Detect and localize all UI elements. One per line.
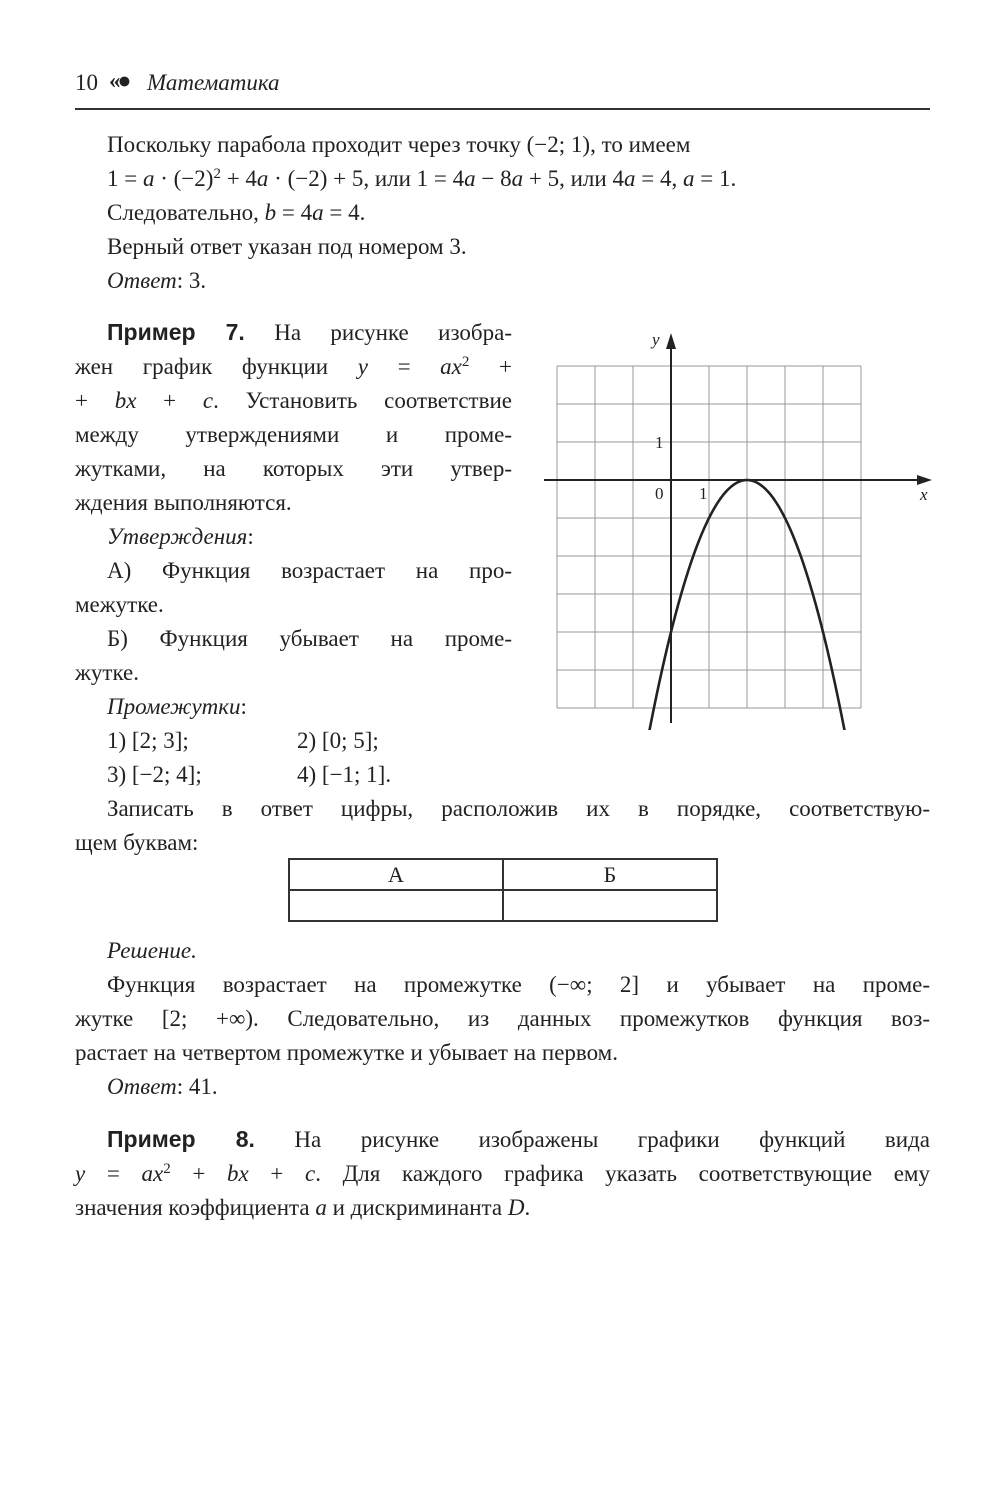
intro-line-3: Следовательно, b = 4a = 4. <box>107 200 366 225</box>
ex7-solution-3: растает на четвертом промежутке и убывает на первом. <box>75 1040 618 1065</box>
ex7-line-4: между утверждениями и проме- <box>75 422 512 447</box>
ex7-interval-4: 4) [−1; 1]. <box>297 762 392 787</box>
ex7-line-6: ждения выполняются. <box>75 490 292 515</box>
ex8-line-3: значения коэффициента a и дискриминанта D. <box>75 1195 531 1220</box>
ex7-title: Пример 7. <box>107 319 245 345</box>
ex7-statement-a-2: межутке. <box>75 592 164 617</box>
header-mark: «● <box>109 68 129 93</box>
answer-table-cell-b <box>503 890 717 921</box>
intro-line-4: Верный ответ указан под номером 3. <box>107 234 467 259</box>
x-unit-label: 1 <box>699 484 708 503</box>
x-axis-label: x <box>920 485 928 504</box>
ex7-statement-a-1: А) Функция возрастает на про- <box>107 558 512 583</box>
ex7-statements-label: Утверждения: <box>107 524 254 549</box>
ex7-line-3: + bx + c. Установить соответствие <box>75 388 512 413</box>
y-unit-label: 1 <box>655 433 664 452</box>
answer-table <box>288 858 718 922</box>
ex7-instruction-1: Записать в ответ цифры, расположив их в порядке, соответствую- <box>107 796 930 821</box>
page-number: 10 <box>75 70 98 95</box>
ex7-intervals-label: Промежутки: <box>107 694 247 719</box>
x-axis-arrow-icon <box>917 475 932 485</box>
ex7-solution-1: Функция возрастает на промежутке (−∞; 2] и убывает на проме- <box>107 972 930 997</box>
ex7-statement-b-2: жутке. <box>75 660 140 685</box>
ex7-line-5: жутками, на которых эти утвер- <box>75 456 512 481</box>
ex8-line-1: Пример 8. На рисунке изображены графики функций вида <box>107 1126 930 1152</box>
parabola-graph <box>540 325 940 730</box>
ex7-answer: Ответ: 41. <box>107 1074 218 1099</box>
ex7-interval-2: 2) [0; 5]; <box>297 728 379 753</box>
answer-table-header-b: Б <box>503 859 717 890</box>
answer-table-header-a: А <box>289 859 503 890</box>
y-axis-arrow-icon <box>666 333 676 349</box>
origin-label: 0 <box>655 484 664 503</box>
answer-table-cell-a <box>289 890 503 921</box>
ex8-title: Пример 8. <box>107 1126 255 1152</box>
ex7-solution-2: жутке [2; +∞). Следовательно, из данных промежутков функция воз- <box>75 1006 930 1031</box>
ex7-statement-b-1: Б) Функция убывает на проме- <box>107 626 512 651</box>
running-title: Математика <box>147 70 280 95</box>
grid-lines <box>557 366 861 708</box>
ex8-line-2: $y = ax^2$ + bx + c. Для каждого графика указать соответствующие ему <box>75 1161 930 1186</box>
ex7-instruction-2: щем буквам: <box>75 830 199 855</box>
ex7-line-2: жен график функции $y = ax^2$ + <box>75 354 512 379</box>
intro-answer: Ответ: 3. <box>107 268 207 293</box>
intro-line-1: Поскольку парабола проходит через точку (−2; 1), то имеем <box>107 132 691 157</box>
ex7-interval-1: 1) [2; 3]; <box>107 728 189 753</box>
ex7-solution-label: Решение. <box>107 938 197 963</box>
running-header <box>75 64 930 110</box>
y-axis-label: y <box>652 330 660 349</box>
intro-line-2: $1 = a \cdot (-2)^2 + 4a \cdot (-2) + 5$, или 1 = 4a − 8a + 5, или 4a = 4, a = 1. <box>107 166 737 191</box>
ex7-interval-3: 3) [−2; 4]; <box>107 762 202 787</box>
ex7-line-1: Пример 7. На рисунке изобра- <box>107 319 512 345</box>
